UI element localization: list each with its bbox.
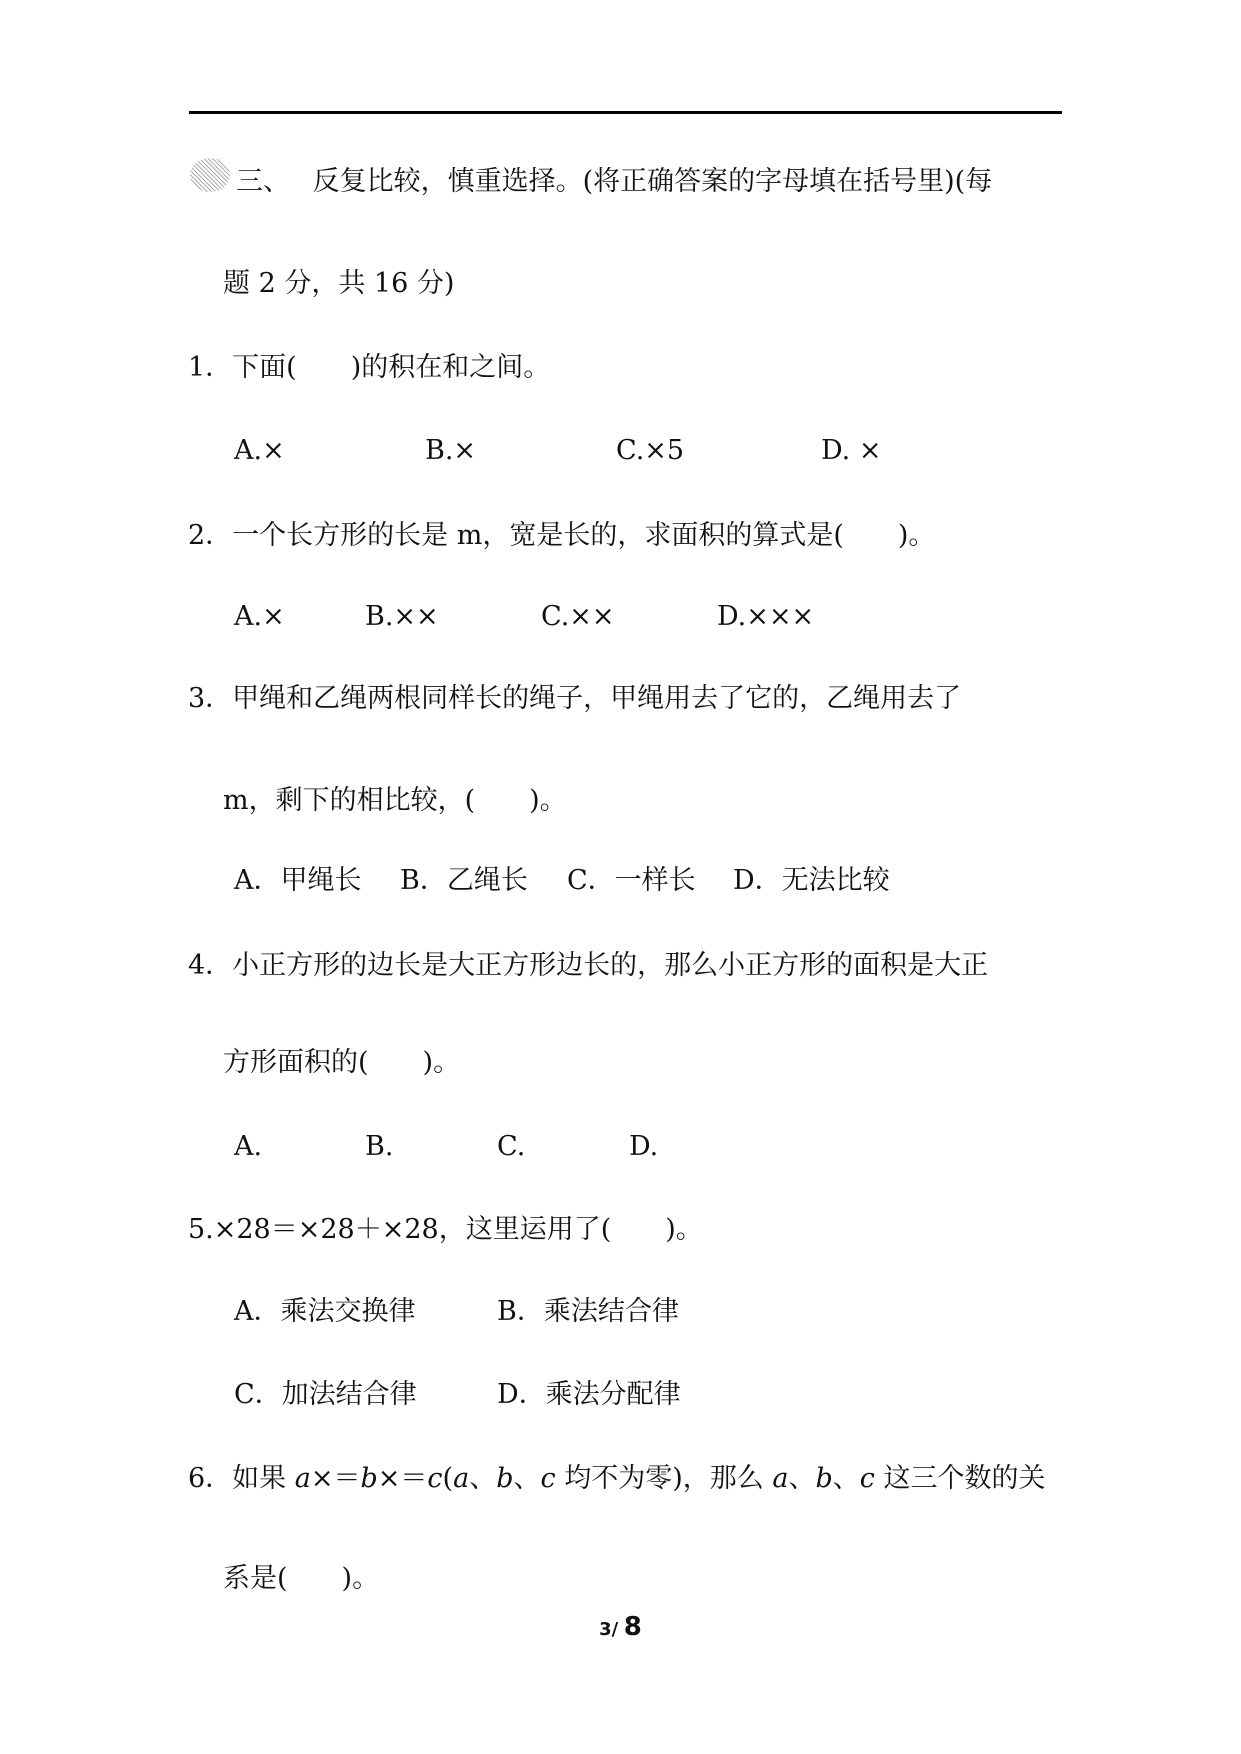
var-b: b — [360, 1463, 378, 1494]
section-number: 三、 — [236, 166, 290, 197]
question-4: 4．小正方形的边长是大正方形边长的，那么小正方形的面积是大正 — [188, 950, 989, 981]
question-6-cont: 系是( )。 — [223, 1563, 380, 1594]
var-c: c — [427, 1463, 443, 1494]
var-b: b — [815, 1463, 833, 1494]
question-5: 5.×28＝×28＋×28，这里运用了( )。 — [188, 1214, 703, 1245]
q2-option-a: A.× — [234, 601, 285, 632]
section-decoration-icon — [190, 158, 230, 192]
question-2: 2．一个长方形的长是 m，宽是长的，求面积的算式是( )。 — [188, 520, 936, 551]
var-b: b — [496, 1463, 514, 1494]
q3-option-a: A．甲绳长 — [234, 865, 362, 896]
text: 、 — [832, 1463, 860, 1494]
text: 、 — [513, 1463, 541, 1494]
text: 6．如果 — [188, 1463, 295, 1494]
q5-option-b: B．乘法结合律 — [497, 1296, 679, 1327]
var-a: a — [453, 1463, 470, 1494]
var-a: a — [772, 1463, 789, 1494]
text: 、 — [469, 1463, 497, 1494]
q3-option-b: B．乙绳长 — [400, 865, 528, 896]
q2-option-c: C.×× — [541, 601, 615, 632]
question-4-cont: 方形面积的( )。 — [223, 1047, 461, 1078]
q4-option-c: C. — [497, 1131, 526, 1162]
page-total: 8 — [623, 1612, 642, 1642]
q5-option-c: C．加法结合律 — [234, 1379, 417, 1410]
question-3: 3．甲绳和乙绳两根同样长的绳子，甲绳用去了它的，乙绳用去了 — [188, 683, 962, 714]
q1-option-d: D. × — [821, 435, 882, 466]
text: ( — [442, 1463, 454, 1494]
text: 、 — [788, 1463, 816, 1494]
var-c: c — [540, 1463, 556, 1494]
page-number — [0, 1612, 1241, 1642]
section-title-continued: 题 2 分，共 16 分) — [223, 268, 455, 299]
var-a: a — [294, 1463, 311, 1494]
page-current: 3/ — [599, 1619, 619, 1640]
question-1: 1．下面( )的积在和之间。 — [188, 352, 551, 383]
q4-option-d: D. — [629, 1131, 659, 1162]
q5-option-a: A．乘法交换律 — [234, 1296, 416, 1327]
question-3-cont: m，剩下的相比较，( )。 — [223, 785, 567, 816]
q3-option-c: C．一样长 — [567, 865, 696, 896]
q4-option-b: B. — [365, 1131, 394, 1162]
header-rule — [189, 111, 1062, 114]
q5-option-d: D．乘法分配律 — [497, 1379, 681, 1410]
text: ×＝ — [377, 1463, 428, 1494]
text: 均不为零)，那么 — [555, 1463, 773, 1494]
q2-option-b: B.×× — [365, 601, 439, 632]
q4-option-a: A. — [234, 1131, 263, 1162]
q1-option-b: B.× — [425, 435, 477, 466]
q1-option-a: A.× — [234, 435, 285, 466]
text: 这三个数的关 — [874, 1463, 1046, 1494]
question-6 — [188, 1462, 1045, 1496]
section-title: 反复比较，慎重选择。(将正确答案的字母填在括号里)(每 — [312, 166, 993, 197]
q1-option-c: C.×5 — [616, 435, 685, 466]
var-c: c — [859, 1463, 875, 1494]
q3-option-d: D．无法比较 — [733, 865, 890, 896]
q2-option-d: D.××× — [717, 601, 815, 632]
section-heading — [236, 165, 992, 199]
text: ×＝ — [310, 1463, 361, 1494]
